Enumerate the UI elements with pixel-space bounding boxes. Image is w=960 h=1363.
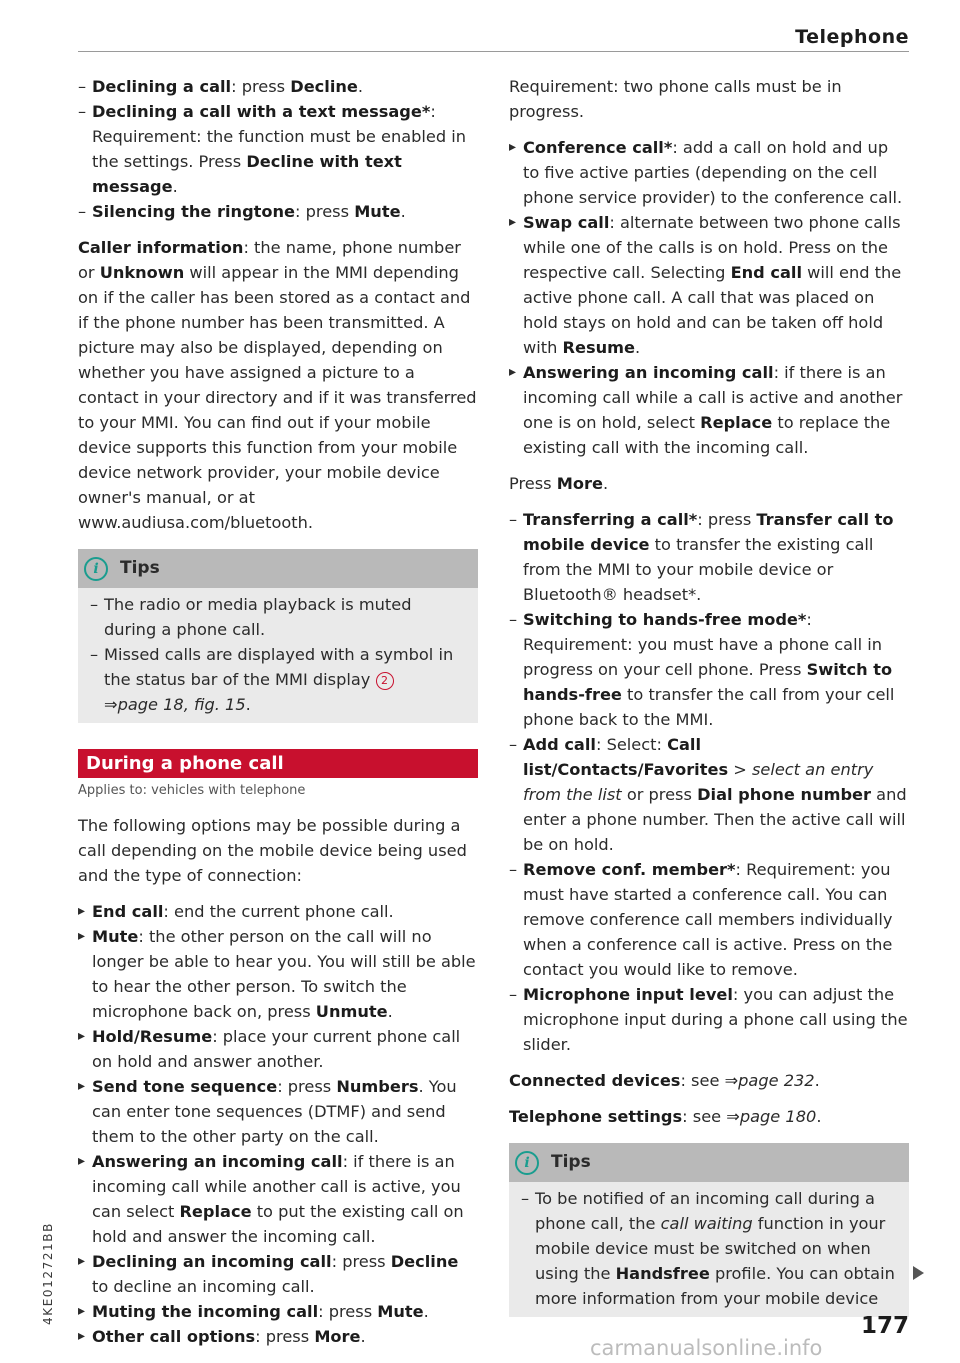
tips-box [78,549,478,723]
section-heading: During a phone call [78,749,478,778]
list-item: ▸ Other call options: press More. [78,1324,478,1349]
list-item: – Silencing the ringtone: press Mute. [78,199,478,224]
list-item: ▸ Conference call*: add a call on hold and up to five active parties (depending on the cell phone service provider) to the conference call. [509,135,909,210]
right-column [509,74,909,1335]
list-item: ▸ Declining an incoming call: press Decline to decline an incoming call. [78,1249,478,1299]
two-call-options-list [509,135,909,460]
list-item: ▸ Send tone sequence: press Numbers. You can enter tone sequences (DTMF) and send them to the other party on the call. [78,1074,478,1149]
tips-body [509,1182,909,1317]
list-item: – Switching to hands-free mode*: Requirement: you must have a phone call in progress on your cell phone. Press Switch to hands-free to transfer the call from your cell phone back to the MMI. [509,607,909,732]
list-item: – Add call: Select: Call list/Contacts/Favorites > select an entry from the list or press Dial phone number and enter a phone number. Then the active call will be on hold. [509,732,909,857]
list-item: ▸ Muting the incoming call: press Mute. [78,1299,478,1324]
page-reference-link[interactable]: ⇒page 18, fig. 15 [104,695,246,714]
list-item: – Microphone input level: you can adjust the microphone input during a phone call using the slider. [509,982,909,1057]
list-item: ▸ Answering an incoming call: if there is an incoming call while another call is active, you can select Replace to put the existing call on hold and answer the incoming call. [78,1149,478,1249]
requirement-paragraph: Requirement: two phone calls must be in progress. [509,77,842,121]
list-item: ▸ Mute: the other person on the call will no longer be able to hear you. You will still be able to hear the other person. To switch the microphone back on, press Unmute. [78,924,478,1024]
document-code: 4KE012721BB [41,1222,55,1325]
tips-title: Tips [120,558,160,578]
info-icon: i [84,557,108,581]
list-item: ▸ Answering an incoming call: if there is an incoming call while a call is active and another one is on hold, select Replace to replace the existing call with the incoming call. [509,360,909,460]
page-reference-link[interactable]: ⇒page 180 [726,1107,817,1126]
caller-information-paragraph: Caller information: the name, phone number or Unknown will appear in the MMI depending on if the caller has been stored as a contact and if the phone number has been transmitted. A picture may also be displayed, depending on whether you have assigned a picture to a contact in your directory and if it was transferred to your MMI. You can find out if your mobile device supports this function from your mobile device network provider, your mobile device owner's manual, or at www.audiusa.com/bluetooth. [78,238,477,532]
list-item: ▸ Hold/Resume: place your current phone call on hold and answer another. [78,1024,478,1074]
list-item: ▸ End call: end the current phone call. [78,899,478,924]
list-item: – Declining a call with a text message*: Requirement: the function must be enabled in the settings. Press Decline with text message. [78,99,478,199]
list-item: – To be notified of an incoming call during a phone call, the call waiting function in your mobile device must be switched on when using the Handsfree profile. You can obtain more information from your mobile device [521,1186,899,1311]
tips-box [509,1143,909,1317]
decline-list [78,74,478,224]
call-options-list [78,899,478,1349]
tips-title: Tips [551,1152,591,1172]
list-item: ▸ Swap call: alternate between two phone calls while one of the calls is on hold. Press on the respective call. Selecting End call will end the active phone call. A call that was placed on hold stays on hold and can be taken off hold with Resume. [509,210,909,360]
more-options-list [509,507,909,1057]
applies-to-note: Applies to: vehicles with telephone [78,783,306,798]
tips-header [78,549,478,588]
list-item: – The radio or media playback is muted during a phone call. [90,592,468,642]
info-icon: i [515,1151,539,1175]
continue-arrow-icon [913,1266,924,1280]
list-item: – Declining a call: press Decline. [78,74,478,99]
list-item: – Transferring a call*: press Transfer call to mobile device to transfer the existing call from the MMI to your mobile device or Bluetooth® headset*. [509,507,909,607]
page-reference-link[interactable]: ⇒page 232 [724,1071,815,1090]
connected-devices-paragraph: Connected devices: see ⇒page 232. [509,1071,820,1090]
page-number: 177 [860,1313,909,1339]
header-rule [78,51,909,52]
callout-number-icon: 2 [376,672,394,690]
press-more-paragraph: Press More. [509,474,609,493]
tips-header [509,1143,909,1182]
intro-paragraph: The following options may be possible during a call depending on the mobile device being used and the type of connection: [78,816,467,885]
list-item: – Remove conf. member*: Requirement: you must have started a conference call. You can remove conference call members individually when a conference call is active. Press on the contact you would like to remove. [509,857,909,982]
chapter-title: Telephone [795,26,909,48]
tips-body [78,588,478,723]
list-item: – Missed calls are displayed with a symbol in the status bar of the MMI display 2 ⇒page 18, fig. 15. [90,642,468,717]
left-column [78,74,478,1360]
telephone-settings-paragraph: Telephone settings: see ⇒page 180. [509,1107,822,1126]
watermark: carmanualsonline.info [590,1336,823,1360]
